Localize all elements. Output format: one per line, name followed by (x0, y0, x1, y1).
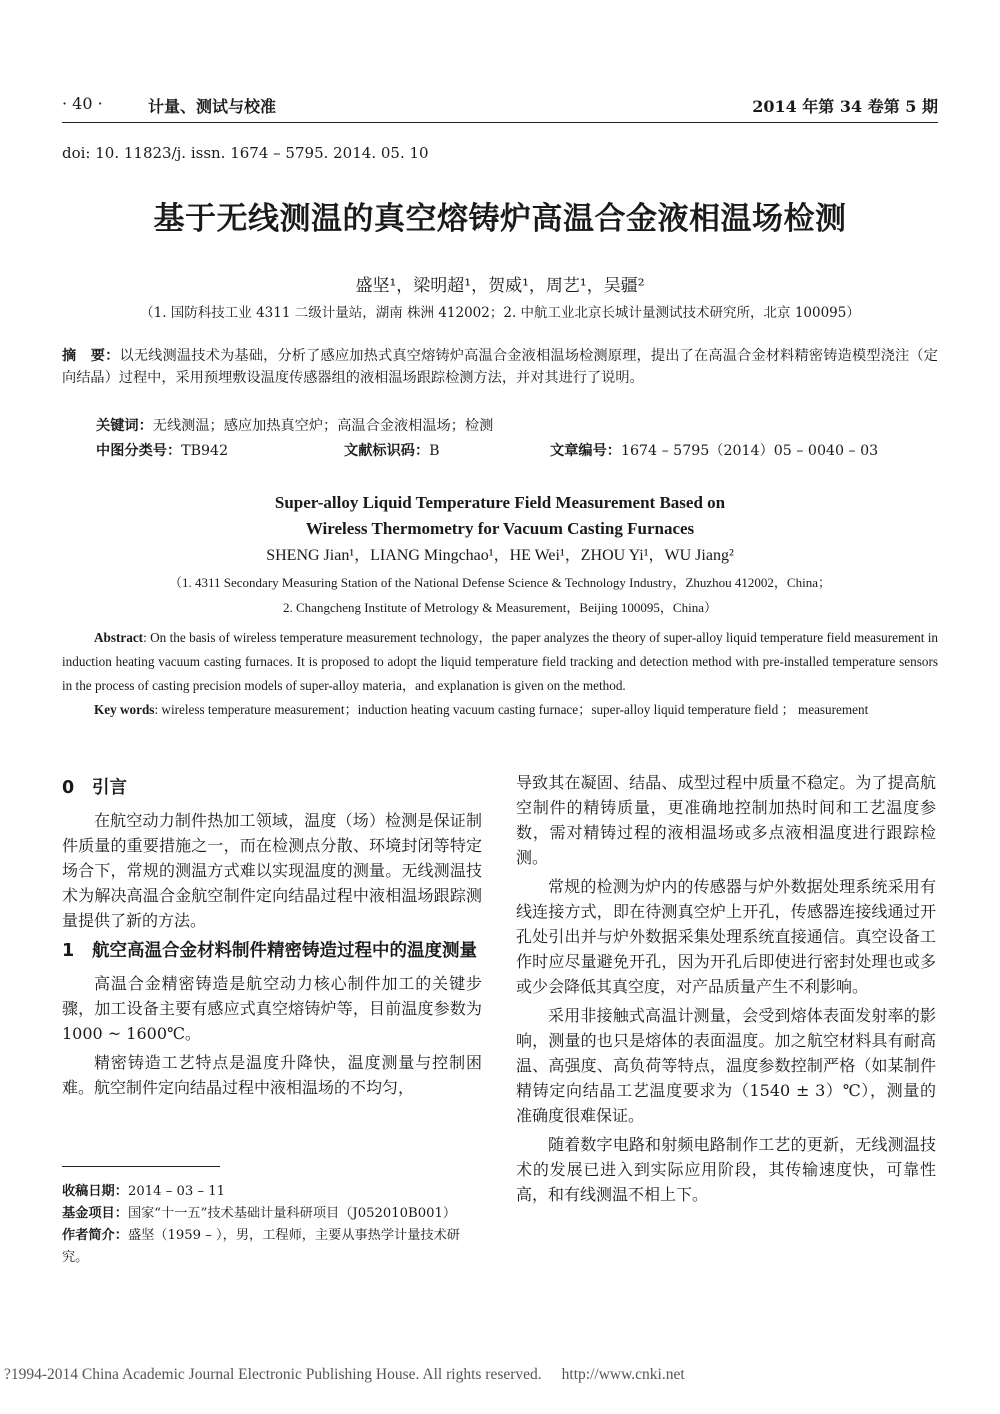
footnote-fund: 基金项目：国家“十一五”技术基础计量科研项目（J052010B001） (62, 1206, 457, 1221)
header-rule (62, 122, 938, 123)
affiliation-english-line1: （1. 4311 Secondary Measuring Station of the National Defense Science & Technology Industry，Zhuzhou 412002，China； (169, 575, 831, 590)
affiliation-english-line2: 2. Changcheng Institute of Metrology & Measurement，Beijing 100095，China） (283, 600, 717, 615)
running-header (62, 94, 938, 122)
article-number: 文章编号：1674 – 5795（2014）05 – 0040 – 03 (550, 443, 879, 459)
journal-name: 计量、测试与校准 (148, 97, 277, 116)
keywords-chinese (96, 415, 938, 435)
abstract-label-en: Abstract (94, 630, 144, 645)
abstract-english (62, 626, 938, 698)
title-chinese: 基于无线测温的真空熔铸炉高温合金液相温场检测 (153, 201, 847, 237)
affiliation-english (0, 570, 1000, 620)
keywords-text-cn: 无线测温；感应加热真空炉；高温合金液相温场；检测 (152, 418, 494, 434)
keywords-label-cn: 关键词： (96, 418, 153, 434)
right-paragraph-continued: 导致其在凝固、结晶、成型过程中质量不稳定。为了提高航空制件的精铸质量，更准确地控制加热时间和工艺温度参数，需对精铸过程的液相温场或多点液相温度进行跟踪检测。 (516, 773, 936, 867)
keywords-text-en: : wireless temperature measurement；induction heating vacuum casting furnace；super-alloy liquid temperature field ； measurement (154, 702, 869, 717)
right-paragraph-3: 随着数字电路和射频电路制作工艺的更新，无线测温技术的发展已进入到实际应用阶段，其传输速度快，可靠性高，和有线测温不相上下。 (516, 1135, 936, 1204)
affiliation-chinese: （1. 国防科技工业 4311 二级计量站，湖南 株洲 412002；2. 中航工业北京长城计量测试技术研究所，北京 100095） (140, 305, 860, 321)
title-english-line2: Wireless Thermometry for Vacuum Casting Furnaces (305, 519, 695, 538)
authors-english: SHENG Jian¹，LIANG Mingchao¹，HE Wei¹，ZHOU Yi¹，WU Jiang² (266, 547, 734, 564)
authors-chinese: 盛坚¹，梁明超¹，贺威¹，周艺¹，吴疆² (355, 276, 645, 296)
title-english-line1: Super-alloy Liquid Temperature Field Measurement Based on (274, 493, 726, 512)
clc-number: 中图分类号：TB942 (96, 443, 229, 459)
section-0-heading: 0 引言 (62, 778, 127, 798)
title-english (40, 490, 960, 542)
abstract-text-cn: 以无线测温技术为基础，分析了感应加热式真空熔铸炉高温合金液相温场检测原理，提出了在高温合金材料精密铸造模型浇注（定向结晶）过程中，采用预埋敷设温度传感器组的液相温场跟踪检测方法，并对其进行了说明。 (62, 348, 938, 386)
document-code: 文献标识码：B (344, 443, 440, 459)
abstract-text-en: : On the basis of wireless temperature measurement technology，the paper analyzes the theory of super-alloy liquid temperature field measurement in induction heating vacuum casting furnaces. It is proposed to adopt the liquid temperature field tracking and detection method with pre-installed temperature sensors in the process of casting precision models of super-alloy materia，and explanation is given on the method. (62, 630, 938, 693)
right-paragraph-1: 常规的检测为炉内的传感器与炉外数据处理系统采用有线连接方式，即在待测真空炉上开孔，传感器连接线通过开孔处引出并与炉外数据采集处理系统直接通信。真空设备工作时应尽量避免开孔，因为开孔后即使进行密封处理也或多或少会降低其真空度，对产品质量产生不利影响。 (516, 877, 936, 996)
abstract-chinese (62, 345, 938, 389)
abstract-label-cn: 摘 要： (62, 348, 120, 364)
copyright-text: ?1994-2014 China Academic Journal Electronic Publishing House. All rights reserved. (4, 1366, 542, 1383)
cnki-link[interactable]: http://www.cnki.net (561, 1366, 685, 1383)
right-paragraph-2: 采用非接触式高温计测量，会受到熔体表面发射率的影响，测量的也只是熔体的表面温度。加之航空材料具有耐高温、高强度、高负荷等特点，温度参数控制严格（如某制件精铸定向结晶工艺温度要求为（1540 ± 3）℃），测量的准确度很难保证。 (516, 1006, 936, 1125)
keywords-label-en: Key words (94, 702, 155, 717)
keywords-english (62, 697, 938, 722)
copyright-footer (4, 1366, 685, 1384)
page-number: · 40 · (62, 94, 103, 113)
footnote-rule (62, 1166, 220, 1167)
section-0-paragraph: 在航空动力制件热加工领域，温度（场）检测是保证制件质量的重要措施之一，而在检测点分散、环境封闭等特定场合下，常规的测温方式难以实现温度的测量。无线测温技术为解决高温合金航空制件定向结晶过程中液相温场跟踪测量提供了新的方法。 (62, 811, 482, 930)
doi: doi: 10. 11823/j. issn. 1674 – 5795. 2014. 05. 10 (62, 144, 429, 162)
section-1-paragraph-2: 精密铸造工艺特点是温度升降快，温度测量与控制困难。航空制件定向结晶过程中液相温场的不均匀， (62, 1053, 482, 1097)
body-left-column (62, 770, 482, 1104)
footnote-author: 作者简介：盛坚（1959 – ），男，工程师，主要从事热学计量技术研究。 (62, 1228, 460, 1265)
issue-info: 2014 年第 34 卷第 5 期 (752, 97, 938, 116)
section-1-heading: 1 航空高温合金材料制件精密铸造过程中的温度测量 (62, 941, 477, 961)
section-1-paragraph-1: 高温合金精密铸造是航空动力核心制件加工的关键步骤，加工设备主要有感应式真空熔铸炉等，目前温度参数为 1000 ~ 1600℃。 (62, 974, 482, 1043)
body-right-column (516, 770, 936, 1211)
footnote-received: 收稿日期：2014 – 03 – 11 (62, 1184, 226, 1199)
